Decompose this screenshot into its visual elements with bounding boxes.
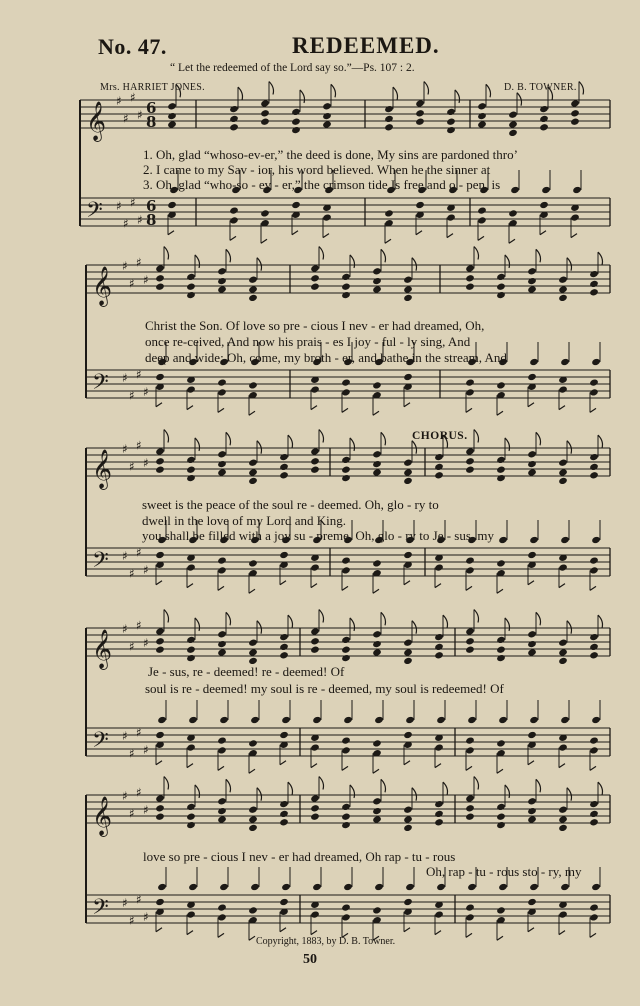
system2-treble-chord — [465, 264, 475, 272]
system2-treble-chord — [558, 276, 568, 284]
svg-text:♯: ♯ — [143, 910, 149, 924]
system3-treble-chord — [248, 459, 258, 467]
svg-text:♯: ♯ — [136, 367, 142, 382]
system5-treble-chord — [248, 806, 258, 814]
system4-bass-chord — [217, 736, 227, 744]
system5-bass-key-sharp-icon: ♯ — [122, 896, 128, 910]
system5-bass-chord — [403, 898, 413, 906]
system5-bass-chord — [248, 906, 258, 914]
system3-treble-chord — [496, 456, 506, 464]
system2-treble-key-sharp-icon: ♯ — [122, 259, 128, 273]
svg-text:♯: ♯ — [136, 785, 142, 800]
system5-treble-chord — [217, 797, 227, 805]
system5-treble-chord — [527, 797, 537, 805]
system5-treble-clef-icon: 𝄞 — [92, 796, 113, 836]
composer-credit: D. B. TOWNER. — [504, 82, 577, 93]
system4-bass-chord — [465, 736, 475, 744]
system1-verse3-lyric: 3. Oh, glad “who-so - ev - er,” the crimson tide Is free and o - pen, is — [143, 177, 501, 192]
system1-treble-chord — [229, 105, 239, 113]
system5-bass-chord — [217, 903, 227, 911]
svg-text:♯: ♯ — [143, 563, 149, 577]
system1-bass-key-sharp-icon: ♯ — [116, 199, 122, 213]
system3-treble-chord — [310, 447, 320, 455]
system2-treble-chord — [155, 264, 165, 272]
system3-bass-chord — [496, 559, 506, 567]
system5-bass-chord — [155, 898, 165, 906]
system3-bass-chord — [279, 551, 289, 559]
svg-text:♯: ♯ — [143, 456, 149, 470]
system5-bass-chord — [372, 906, 382, 914]
system4-treble-chord — [155, 627, 165, 635]
svg-text:♯: ♯ — [123, 216, 129, 231]
system3-bass-chord — [589, 556, 599, 564]
system1-bass-chord — [291, 201, 301, 209]
system4-bass-chord — [372, 739, 382, 747]
svg-text:♯: ♯ — [143, 273, 149, 287]
system1-bass-chord — [229, 206, 239, 214]
system5-bass-chord — [341, 903, 351, 911]
system1-bass-clef-icon: 𝄢 — [86, 198, 103, 228]
svg-text:♯: ♯ — [130, 195, 136, 210]
system4-bass-clef-icon: 𝄢 — [92, 728, 109, 758]
hymn-title: REDEEMED. — [292, 33, 440, 58]
system2-bass-chord — [403, 373, 413, 381]
system2-verse3-lyric: deep and wide; Oh, come, my broth - er, and bathe in the stream, And — [145, 350, 507, 365]
svg-text:♯: ♯ — [136, 545, 142, 560]
svg-text:♯: ♯ — [123, 111, 129, 126]
system1-treble-chord — [446, 108, 456, 116]
system4-lyric-lower: soul is re - deemed! my soul is re - deemed, my soul is redeemed! Of — [145, 681, 504, 696]
svg-text:♯: ♯ — [129, 639, 135, 654]
system2-treble-chord — [248, 276, 258, 284]
system1-treble-time-bottom: 8 — [146, 113, 157, 131]
system1-treble-chord — [384, 105, 394, 113]
system2-bass-chord — [527, 373, 537, 381]
system4-bass-chord — [403, 731, 413, 739]
system1-treble-chord — [539, 105, 549, 113]
system4-treble-chord — [434, 633, 444, 641]
svg-text:♯: ♯ — [129, 913, 135, 928]
system4-bass-key-sharp-icon: ♯ — [122, 729, 128, 743]
system2-bass-chord — [372, 381, 382, 389]
system2-bass-chord — [341, 378, 351, 386]
svg-text:♯: ♯ — [129, 388, 135, 403]
chorus-label: CHORUS. — [412, 430, 468, 442]
system4-treble-chord — [341, 636, 351, 644]
svg-text:♯: ♯ — [136, 438, 142, 453]
system3-treble-chord — [217, 450, 227, 458]
scripture-epigraph: “ Let the redeemed of the Lord say so.”—Ps. 107 : 2. — [170, 62, 415, 74]
system3-treble-chord — [341, 456, 351, 464]
svg-text:♯: ♯ — [129, 459, 135, 474]
system3-treble-chord — [434, 453, 444, 461]
system2-bass-chord — [589, 378, 599, 386]
system2-bass-chord — [496, 381, 506, 389]
svg-text:♯: ♯ — [143, 636, 149, 650]
system3-verse3-lyric: you shall be filled with a joy su - preme. Oh, glo - ry to Je - sus, my — [142, 528, 495, 543]
system4-treble-chord — [186, 636, 196, 644]
system5-treble-chord — [589, 800, 599, 808]
svg-text:♯: ♯ — [136, 892, 142, 907]
system5-treble-chord — [341, 803, 351, 811]
system1-treble-chord — [477, 102, 487, 110]
system4-treble-chord — [558, 639, 568, 647]
system5-bass-chord — [465, 903, 475, 911]
system2-treble-chord — [496, 273, 506, 281]
system3-bass-chord — [465, 556, 475, 564]
system3-verse2-lyric: dwell in the love of my Lord and King. — [142, 513, 346, 528]
system4-treble-chord — [279, 633, 289, 641]
system4-treble-key-sharp-icon: ♯ — [122, 622, 128, 636]
system2-bass-key-sharp-icon: ♯ — [122, 371, 128, 385]
system2-verse2-lyric: once re-ceived, And now his prais - es I joy - ful - ly sing, And — [145, 334, 471, 349]
system1-treble-key-sharp-icon: ♯ — [116, 94, 122, 108]
system1-bass-chord — [539, 201, 549, 209]
system1-treble-time-top: 6 — [146, 99, 157, 117]
system5-treble-chord — [155, 794, 165, 802]
system4-bass-chord — [248, 739, 258, 747]
system2-bass-chord — [217, 378, 227, 386]
system3-treble-chord — [465, 447, 475, 455]
svg-text:♯: ♯ — [129, 806, 135, 821]
system1-treble-chord — [260, 99, 270, 107]
system5-bass-chord — [496, 906, 506, 914]
system4-bass-chord — [589, 736, 599, 744]
system4-lyric-upper: Je - sus, re - deemed! re - deemed! Of — [148, 664, 345, 679]
system4-treble-chord — [403, 639, 413, 647]
system3-treble-chord — [403, 459, 413, 467]
system3-treble-key-sharp-icon: ♯ — [122, 442, 128, 456]
system3-bass-chord — [155, 551, 165, 559]
system4-bass-chord — [527, 731, 537, 739]
system2-verse1-lyric: Christ the Son. Of love so pre - cious I nev - er had dreamed, Oh, — [145, 318, 485, 333]
system4-treble-chord — [217, 630, 227, 638]
system3-treble-clef-icon: 𝄞 — [92, 449, 113, 489]
system4-treble-clef-icon: 𝄞 — [92, 629, 113, 669]
system5-bass-clef-icon: 𝄢 — [92, 895, 109, 925]
svg-text:♯: ♯ — [129, 566, 135, 581]
svg-text:♯: ♯ — [136, 618, 142, 633]
system1-bass-chord — [260, 209, 270, 217]
system1-treble-clef-icon: 𝄞 — [86, 101, 107, 141]
system2-bass-chord — [465, 378, 475, 386]
lyricist-credit: Mrs. HARRIET JONES. — [100, 82, 205, 93]
system4-treble-chord — [310, 627, 320, 635]
system4-treble-chord — [527, 630, 537, 638]
system5-treble-chord — [496, 803, 506, 811]
svg-text:♯: ♯ — [137, 213, 143, 227]
system3-treble-chord — [186, 456, 196, 464]
system1-bass-time-bottom: 8 — [146, 211, 157, 229]
system5-bass-chord — [527, 898, 537, 906]
system2-bass-chord — [248, 381, 258, 389]
svg-text:♯: ♯ — [143, 803, 149, 817]
system4-treble-chord — [465, 627, 475, 635]
system1-treble-chord — [322, 102, 332, 110]
system4-bass-chord — [341, 736, 351, 744]
system5-treble-chord — [186, 803, 196, 811]
system1-treble-chord — [508, 111, 518, 119]
system4-treble-chord — [372, 630, 382, 638]
system5-lyric-upper: love so pre - cious I nev - er had dreamed, Oh rap - tu - rous — [143, 849, 456, 864]
system4-bass-chord — [155, 731, 165, 739]
system3-treble-chord — [372, 450, 382, 458]
svg-text:♯: ♯ — [136, 255, 142, 270]
system2-treble-clef-icon: 𝄞 — [92, 266, 113, 306]
system2-bass-clef-icon: 𝄢 — [92, 370, 109, 400]
system3-bass-chord — [248, 559, 258, 567]
page-number: 50 — [303, 952, 317, 967]
system4-bass-chord — [496, 739, 506, 747]
system3-treble-chord — [155, 447, 165, 455]
svg-text:♯: ♯ — [129, 746, 135, 761]
system2-treble-chord — [372, 267, 382, 275]
system5-treble-chord — [558, 806, 568, 814]
system2-treble-chord — [310, 264, 320, 272]
system1-bass-chord — [167, 201, 177, 209]
system1-bass-chord — [508, 209, 518, 217]
system2-treble-chord — [589, 270, 599, 278]
system5-bass-chord — [279, 898, 289, 906]
system1-bass-chord — [384, 209, 394, 217]
system2-bass-chord — [155, 373, 165, 381]
system1-verse2-lyric: 2. I came to my Sav - ior, his word believed. When he the sinner at — [143, 162, 491, 177]
system3-bass-chord — [403, 551, 413, 559]
system4-bass-chord — [279, 731, 289, 739]
system3-bass-chord — [527, 551, 537, 559]
system5-treble-chord — [279, 800, 289, 808]
system2-treble-chord — [527, 267, 537, 275]
system5-treble-chord — [465, 794, 475, 802]
system5-treble-chord — [372, 797, 382, 805]
system5-treble-chord — [403, 806, 413, 814]
system4-treble-chord — [496, 636, 506, 644]
system2-treble-chord — [341, 273, 351, 281]
system3-treble-chord — [527, 450, 537, 458]
system5-treble-chord — [310, 794, 320, 802]
system3-bass-key-sharp-icon: ♯ — [122, 549, 128, 563]
hymn-number: No. 47. — [98, 34, 167, 59]
system4-treble-chord — [248, 639, 258, 647]
system1-bass-time-top: 6 — [146, 197, 157, 215]
system3-bass-chord — [372, 559, 382, 567]
system2-treble-chord — [403, 276, 413, 284]
system1-treble-chord — [291, 108, 301, 116]
system1-treble-chord — [570, 99, 580, 107]
system3-treble-chord — [558, 459, 568, 467]
system5-treble-chord — [434, 800, 444, 808]
system5-treble-key-sharp-icon: ♯ — [122, 789, 128, 803]
system5-bass-chord — [589, 903, 599, 911]
system5-lyric-lower: Oh, rap - tu - rous sto - ry, my — [426, 864, 582, 879]
system1-bass-chord — [415, 201, 425, 209]
system1-treble-chord — [167, 102, 177, 110]
svg-text:♯: ♯ — [143, 743, 149, 757]
system1-treble-chord — [415, 99, 425, 107]
system3-bass-chord — [217, 556, 227, 564]
system3-treble-chord — [279, 453, 289, 461]
system3-treble-chord — [589, 453, 599, 461]
system2-treble-chord — [186, 273, 196, 281]
copyright-notice: Copyright, 1883, by D. B. Towner. — [256, 936, 396, 947]
svg-text:♯: ♯ — [136, 725, 142, 740]
svg-text:♯: ♯ — [137, 108, 143, 122]
svg-text:♯: ♯ — [130, 90, 136, 105]
system1-verse1-lyric: 1. Oh, glad “whoso-ev-er,” the deed is done, My sins are pardoned thro’ — [143, 147, 518, 162]
system2-treble-chord — [217, 267, 227, 275]
system4-treble-chord — [589, 633, 599, 641]
system3-verse1-lyric: sweet is the peace of the soul re - deemed. Oh, glo - ry to — [142, 497, 439, 512]
system3-bass-chord — [341, 556, 351, 564]
system1-bass-chord — [477, 206, 487, 214]
system3-bass-clef-icon: 𝄢 — [92, 548, 109, 578]
svg-text:♯: ♯ — [143, 385, 149, 399]
svg-text:♯: ♯ — [129, 276, 135, 291]
